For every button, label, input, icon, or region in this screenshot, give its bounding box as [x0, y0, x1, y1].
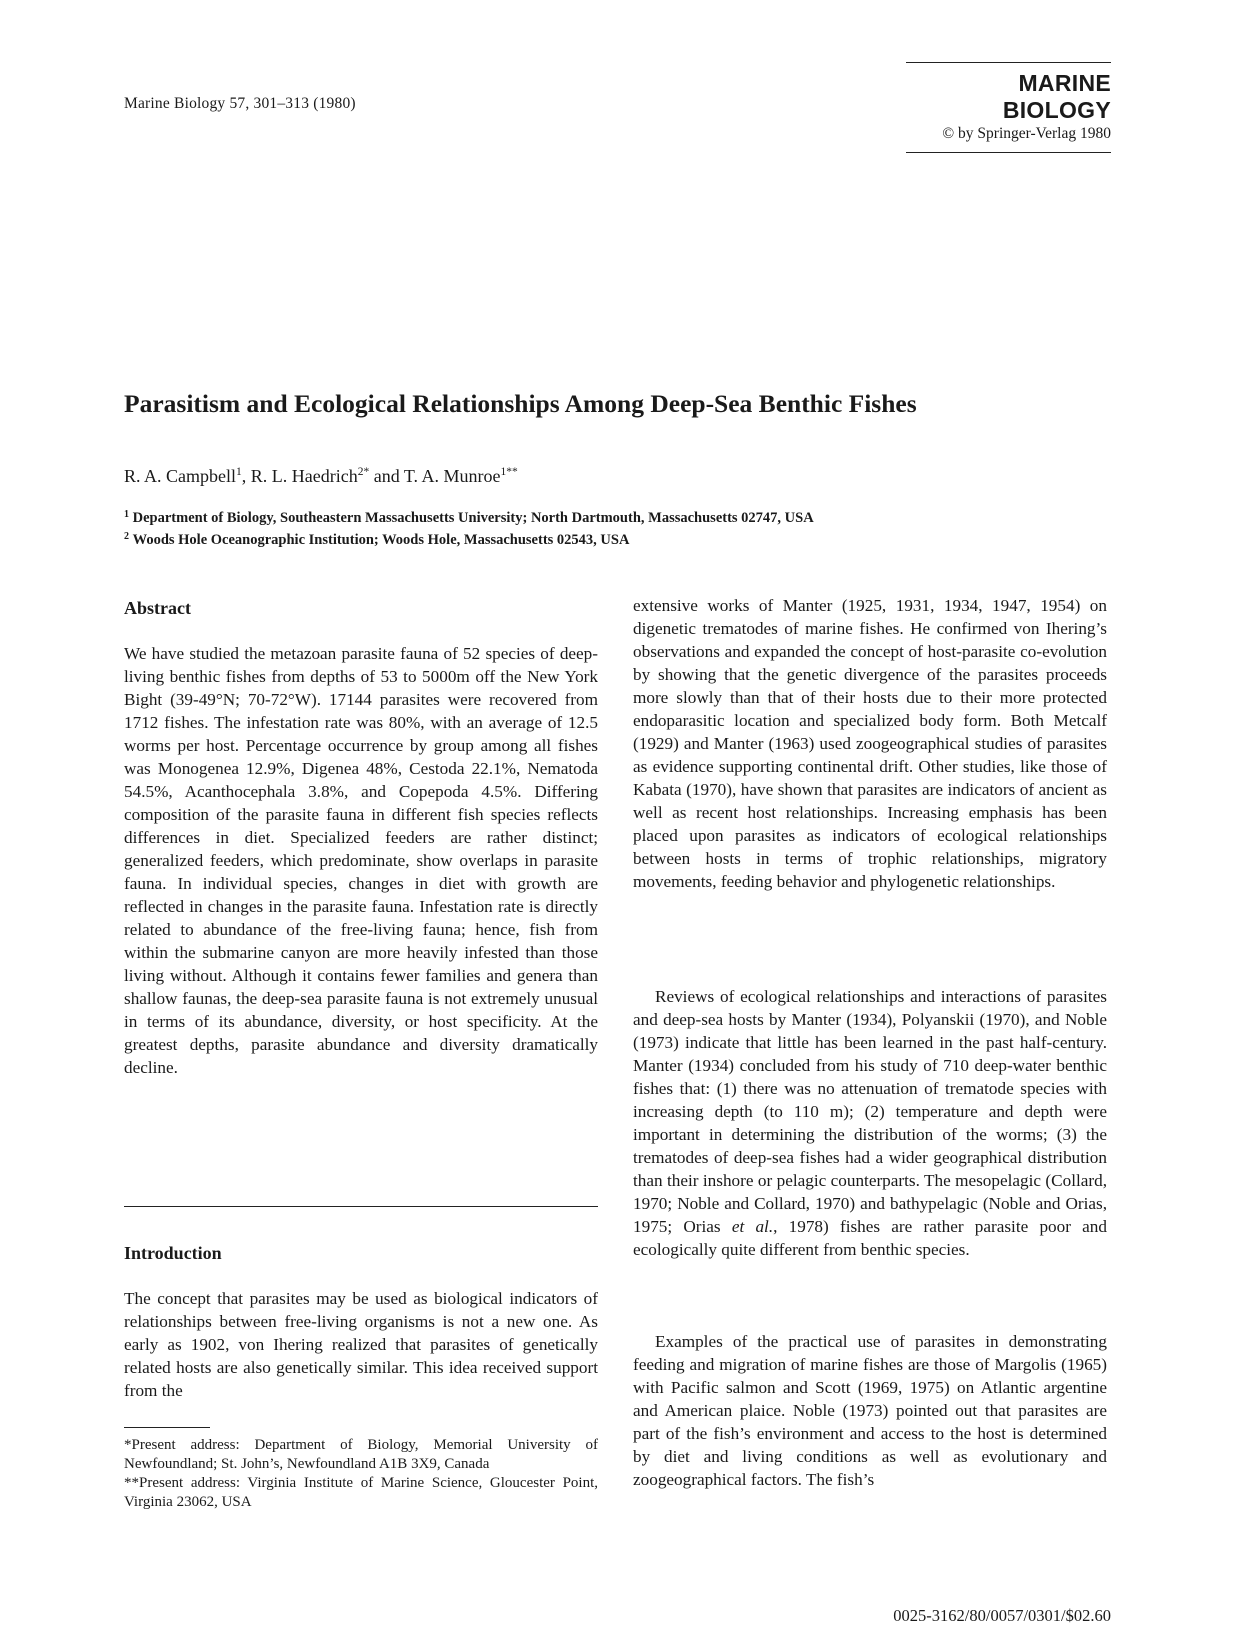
copyright-notice: © by Springer-Verlag 1980	[942, 125, 1111, 142]
author-separator: ,	[241, 466, 251, 486]
brand-bottom-rule	[906, 152, 1111, 153]
affiliation-text: Department of Biology, Southeastern Massachusetts University; North Dartmouth, Massachusetts 02747, USA	[132, 510, 814, 526]
affiliation-text: Woods Hole Oceanographic Institution; Woods Hole, Massachusetts 02543, USA	[132, 532, 630, 548]
italic-citation: et al.	[731, 1217, 774, 1236]
affiliation	[124, 509, 814, 527]
paper-title: Parasitism and Ecological Relationships Among Deep-Sea Benthic Fishes	[124, 389, 917, 418]
paragraph-text: Reviews of ecological relationships and interactions of parasites and deep-sea hosts by Manter (1934), Polyanskii (1970), and Noble (1973) indicate that little has been learned in the past half-century. Manter (1934) concluded from his study of 710 deep-water benthic fishes that: (1) there was no attenuation of trematode species with increasing depth (to 110 m); (2) temperature and depth were important in determining the distribution of the worms; (3) the trematodes of deep-sea fishes had a wider geographical distribution than their inshore or pelagic counterparts. The mesopelagic (Collard, 1970; Noble and Collard, 1970) and bathypelagic (Noble and Orias, 1975; Orias	[633, 987, 1107, 1236]
affiliation-mark: 2	[124, 531, 129, 542]
affiliation	[124, 531, 629, 549]
author-name: T. A. Munroe	[403, 466, 501, 486]
footnotes	[124, 1436, 598, 1512]
introduction-paragraph: The concept that parasites may be used as biological indicators of relationships between free-living organisms is not a new one. As early as 1902, von Ihering realized that parasites of genetically related hosts are also genetically similar. This idea received support from the	[124, 1289, 598, 1400]
paragraph-text: , 1978) fishes are rather parasite poor and ecologically quite different from benthic species.	[633, 1217, 1107, 1259]
introduction-heading: Introduction	[124, 1243, 222, 1263]
footnote: *Present address: Department of Biology, Memorial University of Newfoundland; St. John’s, Newfoundland A1B 3X9, Canada	[124, 1437, 598, 1472]
abstract-heading: Abstract	[124, 598, 191, 618]
article-code: 0025-3162/80/0057/0301/$02.60	[893, 1606, 1111, 1625]
author-separator: and	[369, 466, 404, 486]
footnote-rule	[124, 1427, 210, 1428]
journal-name: MARINE BIOLOGY	[1002, 70, 1111, 123]
footnote: **Present address: Virginia Institute of Marine Science, Gloucester Point, Virginia 23062, USA	[124, 1475, 598, 1510]
author-name: R. L. Haedrich	[250, 466, 358, 486]
introduction-paragraph: extensive works of Manter (1925, 1931, 1934, 1947, 1954) on digenetic trematodes of marine fishes. He confirmed von Ihering’s observations and expanded the concept of host-parasite co-evolution by showing that the genetic divergence of the parasites proceeds more slowly than that of their hosts due to their more protected endoparasitic location and specialized body form. Both Metcalf (1929) and Manter (1963) used zoogeographical studies of parasites as evidence supporting continental drift. Other studies, like those of Kabata (1970), have shown that parasites are indicators of ancient as well as recent host relationships. Increasing emphasis has been placed upon parasites as indicators of ecological relationships between hosts in terms of trophic relationships, migratory movements, feeding behavior and phylogenetic relationships.	[633, 596, 1107, 891]
section-divider	[124, 1206, 598, 1207]
journal-reference: Marine Biology 57, 301–313 (1980)	[124, 95, 356, 112]
journal-brand	[906, 62, 1111, 153]
author-name: R. A. Campbell	[124, 466, 236, 486]
introduction-paragraph: Examples of the practical use of parasites in demonstrating feeding and migration of marine fishes are those of Margolis (1965) with Pacific salmon and Scott (1969, 1975) on Atlantic argentine and American plaice. Noble (1973) pointed out that parasites are part of the fish’s environment and access to the host is determined by diet and living conditions as well as evolutionary and zoogeographical factors. The fish’s	[633, 1332, 1107, 1489]
author-affiliation-mark: 1	[236, 466, 242, 478]
brand-top-rule	[906, 62, 1111, 63]
affiliation-mark: 1	[124, 509, 129, 520]
author-affiliation-mark: 1**	[500, 466, 518, 478]
abstract-text: We have studied the metazoan parasite fauna of 52 species of deep-living benthic fishes from depths of 53 to 5000m off the New York Bight (39-49°N; 70-72°W). 17144 parasites were recovered from 1712 fishes. The infestation rate was 80%, with an average of 12.5 worms per host. Percentage occurrence by group among all fishes was Monogenea 12.9%, Digenea 48%, Cestoda 22.1%, Nematoda 54.5%, Acanthocephala 3.8%, and Copepoda 4.5%. Differing composition of the parasite fauna in different fish species reflects differences in diet. Specialized feeders are rather distinct; generalized feeders, which predominate, show overlaps in parasite fauna. In individual species, changes in diet with growth are reflected in changes in the parasite fauna. Infestation rate is directly related to abundance of the free-living fauna; hence, fish from within the submarine canyon are more heavily infested than those living without. Although it contains fewer families and genera than shallow faunas, the deep-sea parasite fauna is not extremely unusual in terms of its abundance, diversity, or host specificity. At the greatest depths, parasite abundance and diversity dramatically decline.	[124, 644, 598, 1077]
introduction-paragraph	[633, 985, 1107, 1261]
author-list	[124, 466, 518, 487]
author-affiliation-mark: 2*	[357, 466, 370, 478]
